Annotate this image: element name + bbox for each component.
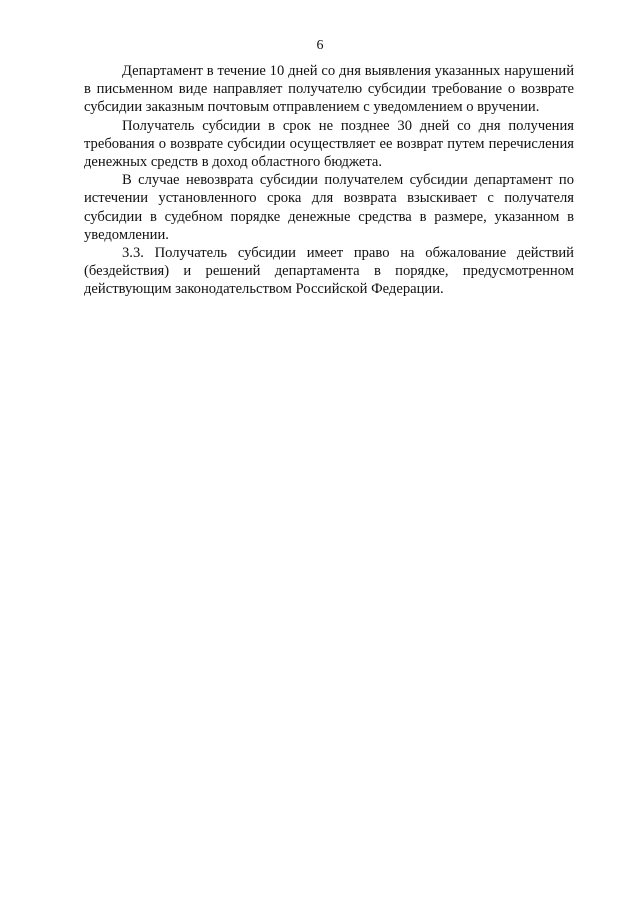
- paragraph-court-recovery: В случае невозврата субсидии получателем субсидии департамент по истечении установленного срока для возврата взыскивает с получателя субсидии в судебном порядке денежные средства в размере, указанном в уведомлении.: [84, 172, 574, 243]
- paragraph-appeal-right: 3.3. Получатель субсидии имеет право на обжалование действий (бездействия) и решений департамента в порядке, предусмотренном действующим законодательством Российской Федерации.: [84, 245, 574, 298]
- paragraph-refund-deadline: Получатель субсидии в срок не позднее 30 дней со дня получения требования о возврате субсидии осуществляет ее возврат путем перечисления денежных средств в доход областного бюджета.: [84, 117, 574, 171]
- paragraph-refund-notice: Департамент в течение 10 дней со дня выявления указанных нарушений в письменном виде направляет получателю субсидии требование о возврате субсидии заказным почтовым отправлением с уведомлением о вручении.: [84, 63, 574, 116]
- page-number: 6: [316, 38, 324, 53]
- document-body: [84, 62, 574, 299]
